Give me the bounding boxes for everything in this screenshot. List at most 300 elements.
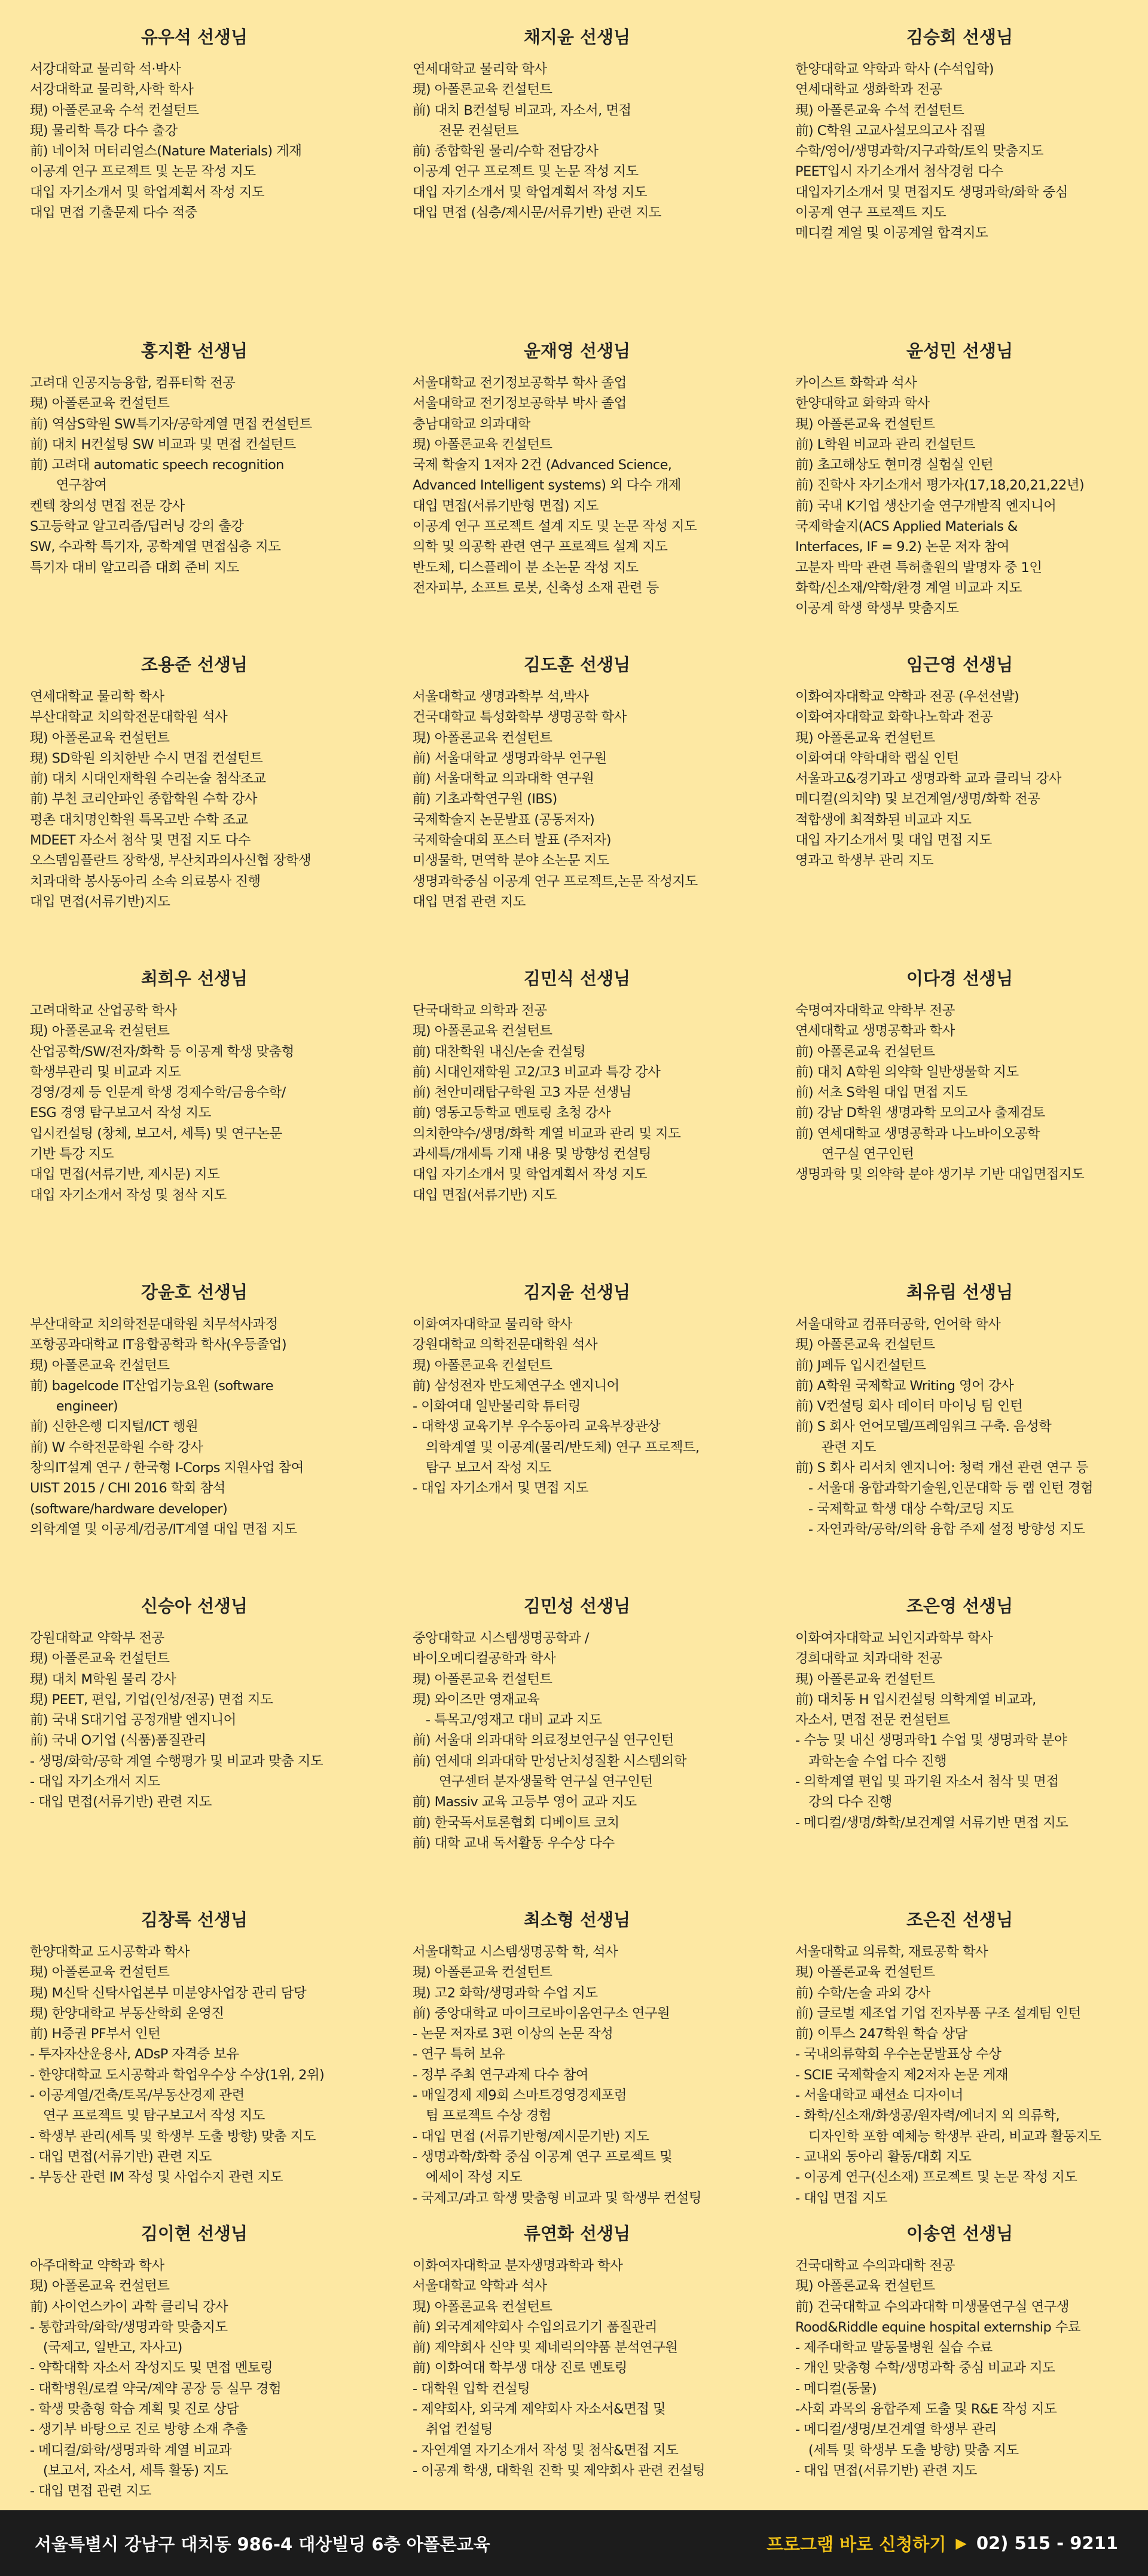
credential-line: - 메디컬/화학/생명과학 계열 비교과	[30, 2442, 232, 2458]
teacher-name: 윤성민 선생님	[906, 341, 1013, 361]
teacher-card	[383, 1255, 765, 1569]
credential-line: - 대입 면접(서류기반) 관련 지도	[30, 1794, 212, 1810]
credential-line: 메디컬(의치약) 및 보건계열/생명/화학 전공	[795, 791, 1040, 807]
teacher-card	[0, 941, 383, 1255]
credential-line: 前) 진학사 자기소개서 평가자(17,18,20,21,22년)	[795, 478, 1085, 494]
credential-line: 前) 대찬학원 내신/논술 컨설팅	[413, 1044, 586, 1060]
teacher-name: 윤재영 선생님	[523, 341, 631, 361]
credential-line: 現) 아폴론교육 컨설턴트	[413, 82, 552, 98]
credential-line: 대입 면접 관련 지도	[413, 894, 526, 910]
credential-line: 이화여자대학교 물리학 학사	[413, 1317, 572, 1332]
teacher-name: 이다경 선생님	[906, 968, 1013, 989]
credential-list	[30, 59, 359, 223]
credential-line: 대입 면접(서류기반)지도	[30, 894, 170, 910]
credential-line: 반도체, 디스플레이 분 소논문 작성 지도	[413, 559, 639, 576]
credential-line: 영과고 학생부 관리 지도	[795, 853, 934, 869]
credential-line: 前) 서울대학교 생명과학부 연구원	[413, 750, 607, 766]
credential-line: 現) 아폴론교육 컨설턴트	[30, 1965, 170, 1981]
credential-line: - 수능 및 내신 생명과학1 수업 및 생명과학 분야	[795, 1733, 1067, 1749]
credential-line: 의학계열 및 이공계(물리/반도체) 연구 프로젝트,	[413, 1439, 700, 1455]
credential-line: 前) 아폴론교육 컨설턴트	[795, 1044, 935, 1060]
credential-line: 現) 아폴론교육 컨설턴트	[413, 2299, 552, 2315]
credential-line: 부산대학교 치의학전문대학원 치무석사과정	[30, 1317, 278, 1332]
credential-line: - 자연과학/공학/의학 융합 주제 설정 방향성 지도	[795, 1521, 1085, 1537]
credential-line: 포항공과대학교 IT융합공학과 학사(우등졸업)	[30, 1337, 287, 1353]
teacher-card	[765, 1569, 1148, 1883]
credential-line: 前) S 회사 리서치 엔지니어: 청력 개선 관련 연구 등	[795, 1460, 1089, 1476]
credential-line: 前) 국내 K기업 생산기술 연구개발직 엔지니어	[795, 498, 1057, 514]
credential-line: 前) H증권 PF부서 인턴	[30, 2026, 161, 2042]
credential-line: (보고서, 자소서, 세특 활동) 지도	[30, 2462, 228, 2479]
credential-line: 前) 한국독서토론협회 디베이트 코치	[413, 1815, 619, 1831]
credential-line: 대입 면접(서류기반) 지도	[413, 1187, 557, 1203]
credential-line: 前) 외국계제약회사 수입의료기기 품질관리	[413, 2319, 658, 2335]
credential-line: - 대학생 교육기부 우수동아리 교육부장관상	[413, 1419, 661, 1435]
credential-line: - 특목고/영재고 대비 교과 지도	[413, 1712, 602, 1728]
teacher-name: 최소형 선생님	[523, 1910, 631, 1930]
teacher-name: 유우석 선생님	[141, 27, 248, 47]
credential-line: 연세대학교 생화학과 전공	[795, 82, 942, 98]
credential-line: 수학/영어/생명과학/지구과학/토익 맞춤지도	[795, 143, 1043, 160]
credential-line: 現) 아폴론교육 컨설턴트	[30, 2278, 170, 2294]
credential-line: - 이화여대 일반물리학 튜터링	[413, 1399, 581, 1415]
credential-line: 연구참여	[30, 478, 107, 494]
credential-line: 한양대학교 약학과 학사 (수석입학)	[795, 62, 994, 77]
credential-list	[795, 687, 1124, 871]
credential-list	[795, 373, 1124, 619]
credential-line: - SCIE 국제학술지 제2저자 논문 게재	[795, 2067, 1009, 2083]
credential-line: 이화여자대학교 약학과 전공 (우선선발)	[795, 689, 1019, 705]
credential-line: UIST 2015 / CHI 2016 학회 참석	[30, 1480, 225, 1497]
credential-line: 중앙대학교 시스템생명공학과 /	[413, 1630, 589, 1646]
credential-line: 前) S 회사 언어모델/프레임워크 구축. 음성학	[795, 1419, 1052, 1435]
credential-list	[795, 2256, 1124, 2481]
credential-line: 前) 서울대 의과대학 의료정보연구실 연구인턴	[413, 1733, 674, 1749]
credential-line: - 통합과학/화학/생명과학 맞춤지도	[30, 2319, 228, 2335]
credential-line: 前) bagelcode IT산업기능요원 (software	[30, 1378, 274, 1394]
teacher-card	[765, 628, 1148, 941]
credential-line: 서울대학교 생명과학부 석,박사	[413, 689, 589, 705]
credential-list	[795, 59, 1124, 244]
credential-line: 국제학술지 논문발표 (공동저자)	[413, 812, 595, 828]
credential-line: 서울대학교 시스템생명공학 학, 석사	[413, 1944, 618, 1960]
credential-line: 대입 자기소개서 및 학업계획서 작성 지도	[413, 1167, 648, 1183]
credential-line: 前) J페듀 입시컨설턴트	[795, 1357, 926, 1373]
teacher-name: 김승회 선생님	[906, 27, 1013, 47]
teacher-name: 최희우 선생님	[141, 968, 248, 989]
teacher-name: 강윤호 선생님	[141, 1282, 248, 1302]
credential-line: - 약학대학 자소서 작성지도 및 면접 멘토링	[30, 2360, 273, 2376]
credential-line: (세특 및 학생부 도출 방향) 맞춤 지도	[795, 2442, 1019, 2458]
teacher-name: 조용준 선생님	[141, 654, 248, 675]
credential-line: 이화여자대학교 뇌인지과학부 학사	[795, 1630, 993, 1646]
credential-line: 前) 부천 코리안파인 종합학원 수학 강사	[30, 791, 257, 807]
credential-line: - 국내의류학회 우수논문발표상 수상	[795, 2046, 1002, 2063]
credential-line: 대입 면접 기출문제 다수 적중	[30, 205, 197, 221]
credential-line: 前) 건국대학교 수의과대학 미생물연구실 연구생	[795, 2299, 1069, 2315]
credential-line: 이공계 연구 프로젝트 및 논문 작성 지도	[30, 164, 256, 180]
credential-line: 과세특/개세특 기재 내용 및 방향성 컨설팅	[413, 1146, 652, 1162]
credential-line: - 제약회사, 외국계 제약회사 자소서&면접 및	[413, 2401, 666, 2418]
apply-cta-label[interactable]: 프로그램 바로 신청하기	[767, 2534, 947, 2554]
credential-line: 이공계 연구 프로젝트 지도	[795, 205, 947, 221]
credential-line: - 이공계 학생, 대학원 진학 및 제약회사 관련 컨설팅	[413, 2462, 706, 2479]
credential-line: 창의IT설계 연구 / 한국형 I-Corps 지원사업 참여	[30, 1460, 304, 1476]
credential-line: 입시컨설팅 (창체, 보고서, 세특) 및 연구논문	[30, 1125, 282, 1142]
credential-line: - 매일경제 제9회 스마트경영경제포럼	[413, 2088, 627, 2104]
credential-list	[795, 1942, 1124, 2208]
credential-line: Advanced Intelligent systems) 외 다수 개제	[413, 478, 681, 494]
credential-line: 前) 종합학원 물리/수학 전담강사	[413, 143, 599, 160]
credential-line: - 정부 주최 연구과제 다수 참여	[413, 2067, 588, 2083]
credential-line: 대입 자기소개서 작성 및 첨삭 지도	[30, 1187, 227, 1203]
credential-line: 고려대학교 산업공학 학사	[30, 1003, 177, 1018]
credential-line: 의치한약수/생명/화학 계열 비교과 관리 및 지도	[413, 1125, 681, 1142]
credential-line: - 생명과학/화학 중심 이공계 연구 프로젝트 및	[413, 2149, 673, 2165]
credential-line: - 대입 면접(서류기반) 관련 지도	[30, 2149, 212, 2165]
credential-line: 대입 면접(서류기반형 면접) 지도	[413, 498, 599, 514]
credential-line: 의학 및 의공학 관련 연구 프로젝트 설계 지도	[413, 539, 668, 555]
credential-list	[413, 1942, 741, 2208]
credential-line: 前) 사이언스카이 과학 클리닉 강사	[30, 2299, 228, 2315]
credential-line: 적합생에 최적화된 비교과 지도	[795, 812, 972, 828]
teacher-card	[765, 314, 1148, 628]
teacher-card	[765, 1255, 1148, 1569]
credential-line: 前) 초고해상도 현미경 실험실 인턴	[795, 457, 994, 473]
credential-line: - 화학/신소재/화생공/원자력/에너지 외 의류학,	[795, 2108, 1060, 2124]
teacher-name: 최유림 선생님	[906, 1282, 1013, 1302]
credential-line: 前) 글로벌 제조업 기업 전자부품 구조 설계팀 인턴	[795, 2005, 1081, 2021]
credential-line: 강의 다수 진행	[795, 1794, 892, 1810]
credential-line: 前) 대학 교내 독서활동 우수상 다수	[413, 1835, 615, 1851]
credential-line: - 개인 맞춤형 수학/생명과학 중심 비교과 지도	[795, 2360, 1055, 2376]
credential-list	[413, 2256, 741, 2481]
credential-line: 학생부관리 및 비교과 지도	[30, 1064, 181, 1080]
credential-line: 기반 특강 지도	[30, 1146, 114, 1162]
credential-list	[30, 687, 359, 912]
credential-line: 한양대학교 도시공학과 학사	[30, 1944, 190, 1960]
credential-line: 강원대학교 약학부 전공	[30, 1630, 164, 1646]
credential-line: 前) W 수학전문학원 수학 강사	[30, 1439, 203, 1455]
credential-line: 現) 아폴론교육 컨설턴트	[795, 1337, 935, 1353]
credential-line: 前) 고려대 automatic speech recognition	[30, 457, 284, 473]
credential-line: 이공계 학생 학생부 맞춤지도	[795, 601, 959, 617]
teacher-card	[0, 628, 383, 941]
credential-line: 現) 아폴론교육 컨설턴트	[30, 1651, 170, 1667]
teacher-name: 김도훈 선생님	[523, 654, 631, 675]
credential-line: 과학논술 수업 다수 진행	[795, 1753, 947, 1769]
credential-line: 前) A학원 국제학교 Writing 영어 강사	[795, 1378, 1014, 1394]
credential-line: 생명과학 및 의약학 분야 생기부 기반 대입면접지도	[795, 1167, 1085, 1183]
credential-line: - 부동산 관련 IM 작성 및 사업수지 관련 지도	[30, 2170, 283, 2186]
credential-line: 前) 이화여대 학부생 대상 진로 멘토링	[413, 2360, 627, 2376]
credential-list	[413, 1314, 741, 1499]
credential-line: 現) 아폴론교육 컨설턴트	[413, 1965, 552, 1981]
credential-line: 아주대학교 약학과 학사	[30, 2258, 164, 2274]
credential-line: (software/hardware developer)	[30, 1501, 228, 1517]
credential-line: - 대학병원/로컬 약국/제약 공장 등 실무 경험	[30, 2381, 282, 2397]
credential-line: 팀 프로젝트 수상 경험	[413, 2108, 551, 2124]
credential-line: 연구센터 분자생물학 연구실 연구인턴	[413, 1774, 653, 1790]
credential-line: 서울대학교 의류학, 재료공학 학사	[795, 1944, 988, 1960]
credential-line: - 국제고/과고 학생 맞춤형 비교과 및 학생부 컨설팅	[413, 2190, 702, 2206]
credential-line: Interfaces, IF = 9.2) 논문 저자 참여	[795, 539, 1009, 555]
credential-line: - 연구 특허 보유	[413, 2046, 505, 2063]
credential-line: - 생기부 바탕으로 진로 방향 소재 추출	[30, 2422, 248, 2438]
credential-line: 의학계열 및 이공계/컴공/IT계열 대입 면접 지도	[30, 1521, 297, 1537]
teacher-name: 임근영 선생님	[906, 654, 1013, 675]
credential-line: 前) 삼성전자 반도체연구소 엔지니어	[413, 1378, 619, 1394]
credential-line: - 이공계열/건축/토목/부동산경제 관련	[30, 2088, 245, 2104]
credential-line: 前) 수학/논술 과외 강사	[795, 1985, 930, 2001]
credential-line: 現) 대치 M학원 물리 강사	[30, 1671, 176, 1687]
credential-line: 한양대학교 화학과 학사	[795, 396, 930, 412]
teacher-name: 김민식 선생님	[523, 968, 631, 989]
credential-line: 대입 자기소개서 및 학업계획서 작성 지도	[30, 184, 265, 200]
credential-line: 前) C학원 고교사설모의고사 집필	[795, 123, 986, 139]
credential-line: - 자연계열 자기소개서 작성 및 첨삭&면접 지도	[413, 2442, 679, 2458]
credential-line: 前) 신한은행 디지털/ICT 행원	[30, 1419, 199, 1435]
credential-list	[413, 1001, 741, 1206]
credential-line: 서울대학교 전기정보공학부 박사 졸업	[413, 396, 627, 412]
credential-line: 前) V컨설팅 회사 데이터 마이닝 팀 인턴	[795, 1399, 1023, 1415]
teacher-card	[0, 0, 383, 314]
credential-line: 부산대학교 치의학전문대학원 석사	[30, 709, 228, 726]
teacher-card	[0, 1883, 383, 2196]
credential-line: 現) 아폴론교육 컨설턴트	[795, 1965, 935, 1981]
credential-line: S고등학교 알고리즘/딥러닝 강의 출강	[30, 519, 244, 535]
teacher-card	[383, 314, 765, 628]
credential-line: 숙명여자대학교 약학부 전공	[795, 1003, 955, 1018]
credential-line: - 투자자산운용사, ADsP 자격증 보유	[30, 2046, 239, 2063]
credential-line: 화학/신소재/약학/환경 계열 비교과 지도	[795, 580, 1022, 596]
credential-line: 건국대학교 특성화학부 생명공학 학사	[413, 709, 627, 726]
credential-line: 現) 아폴론교육 컨설턴트	[413, 1671, 552, 1687]
teacher-card	[0, 314, 383, 628]
credential-line: 이화여자대학교 분자생명과학과 학사	[413, 2258, 623, 2274]
credential-line: 바이오메디컬공학과 학사	[413, 1651, 556, 1667]
credential-line: - 서울대 융합과학기술원,인문대학 등 랩 인턴 경험	[795, 1480, 1093, 1497]
credential-line: 대입 면접(서류기반, 제시문) 지도	[30, 1167, 220, 1183]
credential-line: 연세대학교 물리학 학사	[413, 62, 547, 77]
credential-line: - 교내외 동아리 활동/대회 지도	[795, 2149, 972, 2165]
apply-cta[interactable]	[767, 2531, 1118, 2556]
credential-line: 現) PEET, 편입, 기업(인성/전공) 면접 지도	[30, 1691, 273, 1708]
teacher-card	[383, 628, 765, 941]
credential-line: 자소서, 면접 전문 컨설턴트	[795, 1712, 950, 1728]
footer-address: 서울특별시 강남구 대치동 986-4 대상빌딩 6층 아폴론교육	[35, 2534, 490, 2554]
credential-line: 경희대학교 치과대학 전공	[795, 1651, 942, 1667]
credential-line: 국제 학술지 1저자 2건 (Advanced Science,	[413, 457, 672, 473]
credential-line: 前) L학원 비교과 관리 컨설턴트	[795, 436, 975, 452]
credential-line: 이공계 연구 프로젝트 및 논문 작성 지도	[413, 164, 639, 180]
credential-line: 前) 국내 O기업 (식품)품질관리	[30, 1733, 206, 1749]
credential-line: - 서울대학교 패션쇼 디자이너	[795, 2088, 963, 2104]
credential-line: 고려대 인공지능융합, 컴퓨터학 전공	[30, 375, 236, 391]
credential-list	[795, 1001, 1124, 1185]
credential-line: 건국대학교 수의과대학 전공	[795, 2258, 955, 2274]
teacher-name: 홍지환 선생님	[141, 341, 248, 361]
credential-line: 디자인학 포함 예체능 학생부 관리, 비교과 활동지도	[795, 2128, 1101, 2144]
credential-line: 서강대학교 물리학,사학 학사	[30, 82, 194, 98]
credential-line: - 학생 맞춤형 학습 계획 및 진로 상담	[30, 2401, 239, 2418]
credential-line: 서울대학교 약학과 석사	[413, 2278, 547, 2294]
credential-line: 대입 면접 (심층/제시문/서류기반) 관련 지도	[413, 205, 661, 221]
credential-line: 평촌 대치명인학원 특목고반 수학 조교	[30, 812, 248, 828]
credential-line: 前) Massiv 교육 고등부 영어 교과 지도	[413, 1794, 637, 1810]
credential-line: - 국제학교 학생 대상 수학/코딩 지도	[795, 1501, 1014, 1517]
teacher-name: 김창록 선생님	[141, 1910, 248, 1930]
credential-line: 前) 연세대 의과대학 만성난치성질환 시스템의학	[413, 1753, 686, 1769]
footer-bar	[0, 2510, 1148, 2576]
credential-line: - 학생부 관리(세특 및 학생부 도출 방향) 맞춤 지도	[30, 2128, 316, 2144]
credential-line: - 대입 면접 지도	[795, 2190, 887, 2206]
credential-line: 국제학술대회 포스터 발표 (주저자)	[413, 833, 611, 849]
credential-line: 前) 대치 A학원 의약학 일반생물학 지도	[795, 1064, 1019, 1080]
credential-line: 現) 아폴론교육 컨설턴트	[30, 730, 170, 746]
credential-line: - 논문 저자로 3편 이상의 논문 작성	[413, 2026, 613, 2042]
credential-line: 관련 지도	[795, 1439, 876, 1455]
credential-line: Rood&Riddle equine hospital externship 수료	[795, 2319, 1080, 2335]
credential-list	[30, 1314, 359, 1540]
credential-line: 前) 제약회사 신약 및 제네릭의약품 분석연구원	[413, 2340, 678, 2356]
credential-line: 에세이 작성 지도	[413, 2170, 522, 2186]
credential-line: 특기자 대비 알고리즘 대회 준비 지도	[30, 559, 239, 576]
credential-line: 前) 대치 시대인재학원 수리논술 첨삭조교	[30, 771, 266, 787]
credential-line: 서울대학교 전기정보공학부 학사 졸업	[413, 375, 627, 391]
credential-list	[30, 373, 359, 578]
credential-line: 서울대학교 컴퓨터공학, 언어학 학사	[795, 1317, 1001, 1332]
credential-line: 켄텍 창의성 면접 전문 강사	[30, 498, 185, 514]
teacher-name: 조은영 선생님	[906, 1596, 1013, 1616]
credential-line: 前) 서울대학교 의과대학 연구원	[413, 771, 594, 787]
credential-line: 現) 아폴론교육 컨설턴트	[795, 1671, 935, 1687]
credential-line: 前) 네이처 머터리얼스(Nature Materials) 게재	[30, 143, 302, 160]
credential-line: 前) 서초 S학원 대입 면접 지도	[795, 1085, 967, 1101]
credential-line: (국제고, 일반고, 자사고)	[30, 2340, 182, 2356]
teacher-card	[765, 941, 1148, 1255]
teacher-card	[383, 941, 765, 1255]
credential-line: 이공계 연구 프로젝트 설계 지도 및 논문 작성 지도	[413, 519, 697, 535]
credential-list	[30, 1942, 359, 2188]
teacher-name: 신승아 선생님	[141, 1596, 248, 1616]
credential-line: 前) 국내 S대기업 공정개발 엔지니어	[30, 1712, 236, 1728]
teacher-name: 조은진 선생님	[906, 1910, 1013, 1930]
credential-line: 생명과학중심 이공계 연구 프로젝트,논문 작성지도	[413, 873, 698, 889]
credential-line: engineer)	[30, 1399, 118, 1415]
credential-line: - 대입 면접 관련 지도	[30, 2483, 151, 2499]
teacher-card	[0, 1569, 383, 1883]
credential-line: - 메디컬/생명/보건계열 학생부 관리	[795, 2422, 997, 2438]
credential-line: 오스템임플란트 장학생, 부산치과의사신협 장학생	[30, 853, 312, 869]
credential-list	[795, 1628, 1124, 1833]
credential-line: - 대입 면접 (서류기반형/제시문기반) 지도	[413, 2128, 649, 2144]
credential-line: 연세대학교 물리학 학사	[30, 689, 164, 705]
credential-list	[30, 2256, 359, 2502]
credential-line: 경영/경제 등 인문계 학생 경제수학/금융수학/	[30, 1085, 286, 1101]
credential-line: 前) 기초과학연구원 (IBS)	[413, 791, 557, 807]
credential-line: - 대입 자기소개서 및 면접 지도	[413, 1480, 588, 1497]
credential-list	[413, 59, 741, 223]
credential-line: 전자피부, 소프트 로봇, 신축성 소재 관련 등	[413, 580, 659, 596]
credential-line: 충남대학교 의과대학	[413, 416, 530, 432]
credential-line: 대입 자기소개서 및 학업계획서 작성 지도	[413, 184, 648, 200]
credential-line: - 제주대학교 말동물병원 실습 수료	[795, 2340, 993, 2356]
credential-list	[795, 1314, 1124, 1540]
teacher-card	[765, 2196, 1148, 2510]
credential-line: 前) 이투스 247학원 학습 상담	[795, 2026, 967, 2042]
credential-line: 탐구 보고서 작성 지도	[413, 1460, 551, 1476]
credential-line: 前) 대치동 H 입시컨설팅 의학계열 비교과,	[795, 1691, 1036, 1708]
credential-line: 강원대학교 의학전문대학원 석사	[413, 1337, 597, 1353]
credential-line: - 생명/화학/공학 계열 수행평가 및 비교과 맞춤 지도	[30, 1753, 323, 1769]
credential-line: 現) 아폴론교육 컨설턴트	[795, 416, 935, 432]
teacher-name: 채지윤 선생님	[523, 27, 631, 47]
phone-number[interactable]: 02) 515 - 9211	[976, 2533, 1118, 2553]
credential-line: 치과대학 봉사동아리 소속 의료봉사 진행	[30, 873, 261, 889]
credential-line: 전문 컨설턴트	[413, 123, 519, 139]
credential-line: - 의학계열 편입 및 과기원 자소서 첨삭 및 면접	[795, 1774, 1059, 1790]
credential-list	[30, 1628, 359, 1813]
credential-line: 미생물학, 면역학 분야 소논문 지도	[413, 853, 609, 869]
credential-line: 대입자기소개서 및 면접지도 생명과학/화학 중심	[795, 184, 1068, 200]
credential-line: - 메디컬(동물)	[795, 2381, 877, 2397]
credential-line: MDEET 자소서 첨삭 및 면접 지도 다수	[30, 833, 251, 849]
credential-line: 연구 프로젝트 및 탐구보고서 작성 지도	[30, 2108, 265, 2124]
credential-line: 前) 시대인재학원 고2/고3 비교과 특강 강사	[413, 1064, 661, 1080]
credential-line: 現) 한양대학교 부동산학회 운영진	[30, 2005, 224, 2021]
credential-line: 국제학술지(ACS Applied Materials &	[795, 519, 1018, 535]
credential-line: 現) 물리학 특강 다수 출강	[30, 123, 178, 139]
credential-line: 前) 중앙대학교 마이크로바이옴연구소 연구원	[413, 2005, 670, 2021]
credential-line: - 대입 자기소개서 지도	[30, 1774, 160, 1790]
teacher-card	[765, 1883, 1148, 2206]
credential-line: 前) 대치 H컨설팅 SW 비교과 및 면접 컨설턴트	[30, 436, 296, 452]
credential-line: 現) 고2 화학/생명과학 수업 지도	[413, 1985, 598, 2001]
credential-line: 現) M신탁 신탁사업본부 미분양사업장 관리 담당	[30, 1985, 307, 2001]
teacher-card	[383, 1883, 765, 2206]
credential-line: 現) 아폴론교육 컨설턴트	[795, 2278, 935, 2294]
credential-line: 現) 아폴론교육 컨설턴트	[413, 1023, 552, 1039]
credential-line: 現) 와이즈만 영재교육	[413, 1691, 540, 1708]
teacher-name: 류연화 선생님	[523, 2223, 631, 2244]
credential-line: 現) SD학원 의치한반 수시 면접 컨설턴트	[30, 750, 263, 766]
credential-list	[30, 1001, 359, 1206]
credential-line: - 이공계 연구(신소재) 프로젝트 및 논문 작성 지도	[795, 2170, 1077, 2186]
credential-line: 前) 영동고등학교 멘토링 초청 강사	[413, 1105, 611, 1121]
credential-line: - 대입 면접(서류기반) 관련 지도	[795, 2462, 977, 2479]
teacher-card	[765, 0, 1148, 314]
teacher-card	[0, 2196, 383, 2510]
credential-line: 前) 연세대학교 생명공학과 나노바이오공학	[795, 1125, 1040, 1142]
credential-line: 現) 아폴론교육 컨설턴트	[30, 1357, 170, 1373]
credential-line: 現) 아폴론교육 수석 컨설턴트	[30, 102, 199, 118]
credential-line: 이화여자대학교 화학나노학과 전공	[795, 709, 993, 726]
teacher-card	[383, 0, 765, 314]
credential-line: 단국대학교 의학과 전공	[413, 1003, 547, 1018]
credential-line: ESG 경영 탐구보고서 작성 지도	[30, 1105, 211, 1121]
credential-line: 연세대학교 생명공학과 학사	[795, 1023, 955, 1039]
play-arrow-icon: ▶	[955, 2535, 967, 2551]
credential-line: 이화여대 약학대학 랩실 인턴	[795, 750, 959, 766]
teacher-name: 김민성 선생님	[523, 1596, 631, 1616]
credential-line: 現) 아폴론교육 컨설턴트	[30, 396, 170, 412]
credential-line: 카이스트 화학과 석사	[795, 375, 917, 391]
credential-line: 前) 천안미래탑구학원 고3 자문 선생님	[413, 1085, 631, 1101]
credential-line: 前) 강남 D학원 생명과학 모의고사 출제검토	[795, 1105, 1045, 1121]
credential-line: 연구실 연구인턴	[795, 1146, 914, 1162]
credential-line: 취업 컨설팅	[413, 2422, 493, 2438]
